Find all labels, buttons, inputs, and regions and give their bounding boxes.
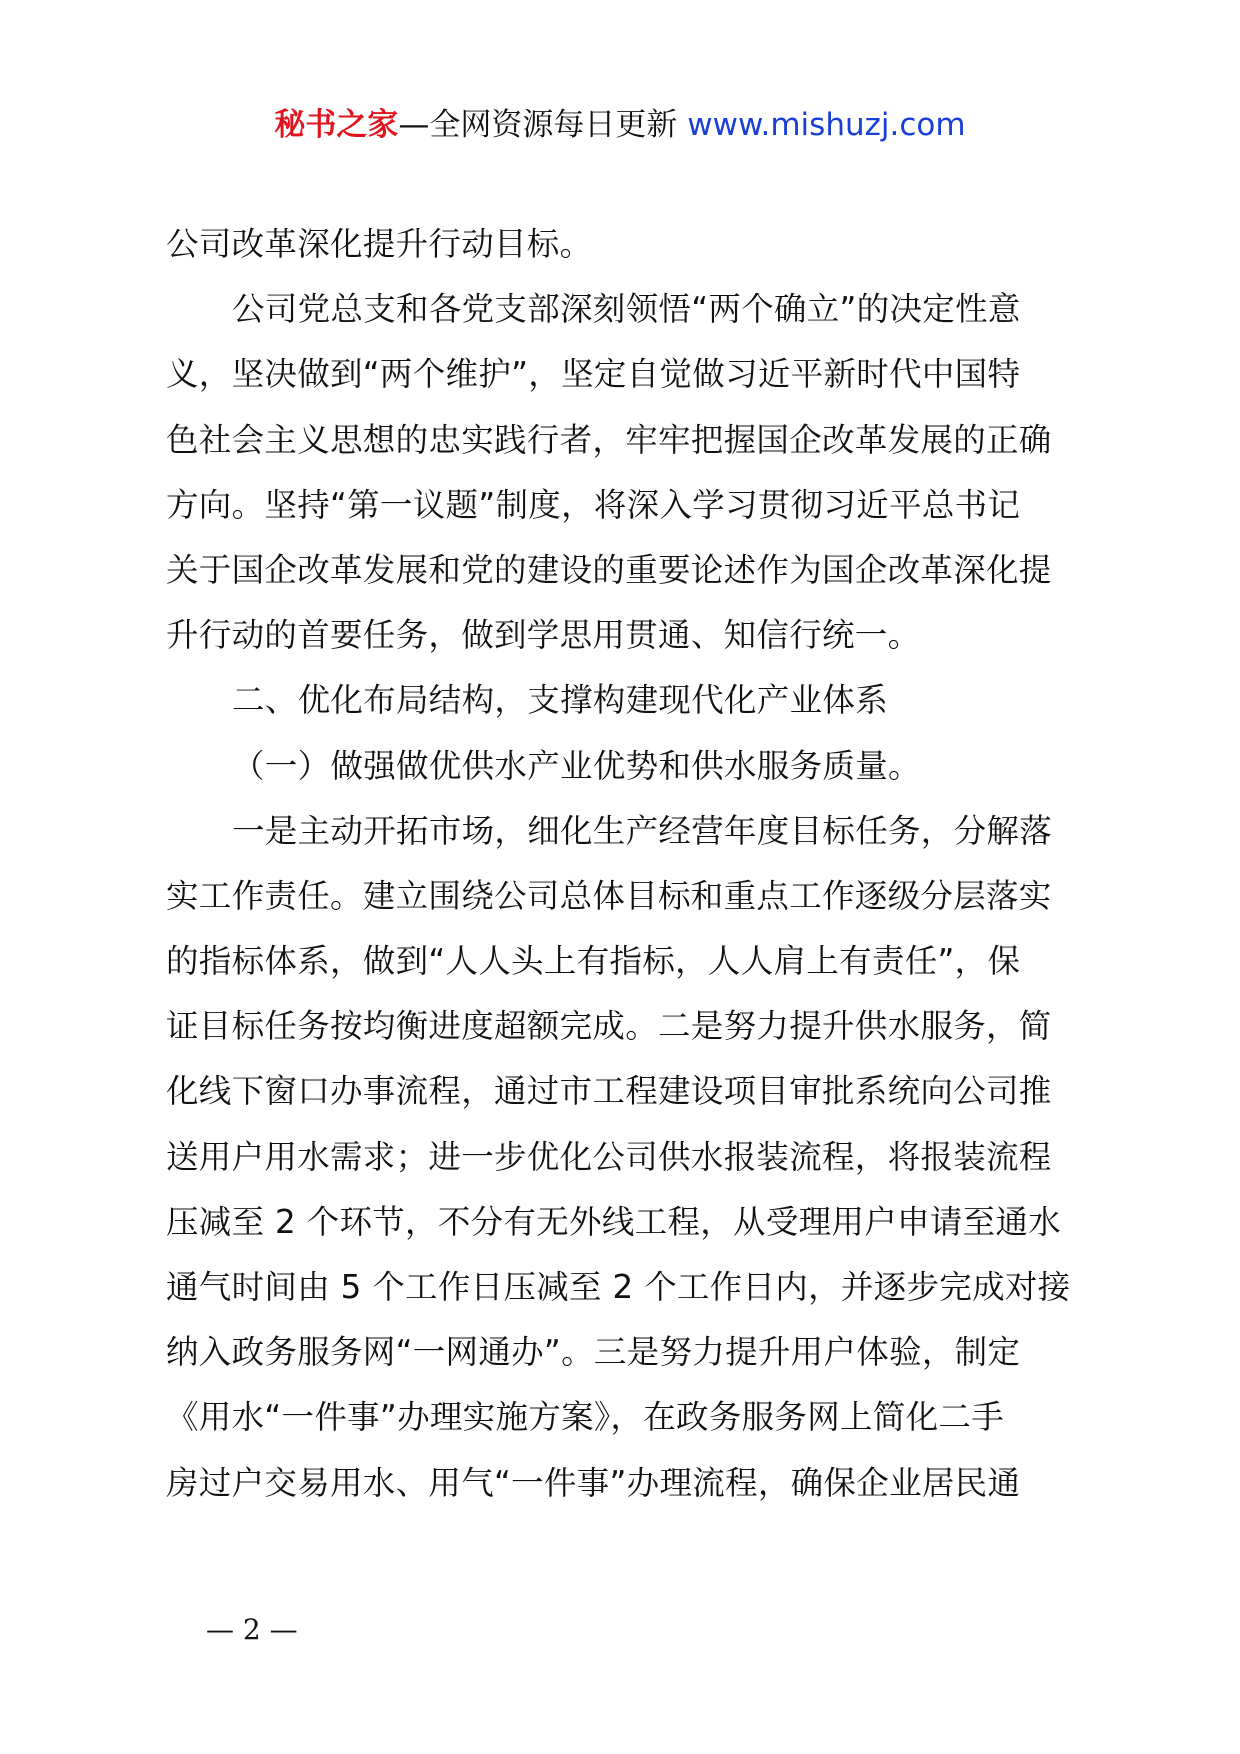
body-line: 证目标任务按均衡进度超额完成。二是努力提升供水服务，简 <box>166 1007 1052 1046</box>
body-line: 化线下窗口办事流程，通过市工程建设项目审批系统向公司推 <box>166 1072 1052 1111</box>
body-line: 色社会主义思想的忠实践行者，牢牢把握国企改革发展的正确 <box>166 420 1052 459</box>
body-line: 压减至 2 个环节，不分有无外线工程，从受理用户申请至通水 <box>166 1202 1062 1241</box>
body-line: 《用水“一件事”办理实施方案》，在政务服务网上简化二手 <box>166 1398 1005 1437</box>
body-line: 一是主动开拓市场，细化生产经营年度目标任务，分解落 <box>232 811 1053 850</box>
site-header <box>0 100 1240 150</box>
body-line: 纳入政务服务网“一网通办”。三是努力提升用户体验，制定 <box>166 1333 1021 1372</box>
page-number: — 2 — <box>206 1613 298 1646</box>
document-body <box>166 212 1096 1516</box>
body-line: 关于国企改革发展和党的建设的重要论述作为国企改革深化提 <box>166 550 1052 589</box>
body-line: 升行动的首要任务，做到学思用贯通、知信行统一。 <box>166 616 921 655</box>
body-line: 公司党总支和各党支部深刻领悟“两个确立”的决定性意 <box>232 290 1021 329</box>
site-url-link[interactable]: www.mishuzj.com <box>687 107 966 143</box>
header-tagline: —全网资源每日更新 <box>398 107 688 143</box>
brand-name: 秘书之家 <box>274 107 399 143</box>
body-line: 通气时间由 5 个工作日压减至 2 个工作日内，并逐步完成对接 <box>166 1268 1071 1306</box>
body-line: 房过户交易用水、用气“一件事”办理流程，确保企业居民通 <box>166 1463 1021 1502</box>
body-line: 送用户用水需求；进一步优化公司供水报装流程，将报装流程 <box>166 1137 1052 1176</box>
subsection-heading: （一）做强做优供水产业优势和供水服务质量。 <box>232 746 921 785</box>
body-line: 义，坚决做到“两个维护”，坚定自觉做习近平新时代中国特 <box>166 355 1021 394</box>
section-heading: 二、优化布局结构，支撑构建现代化产业体系 <box>232 681 889 720</box>
body-line: 方向。坚持“第一议题”制度，将深入学习贯彻习近平总书记 <box>166 485 1021 524</box>
body-line: 的指标体系，做到“人人头上有指标，人人肩上有责任”，保 <box>166 942 1021 981</box>
body-line: 实工作责任。建立围绕公司总体目标和重点工作逐级分层落实 <box>166 876 1052 915</box>
body-line: 公司改革深化提升行动目标。 <box>166 225 593 263</box>
